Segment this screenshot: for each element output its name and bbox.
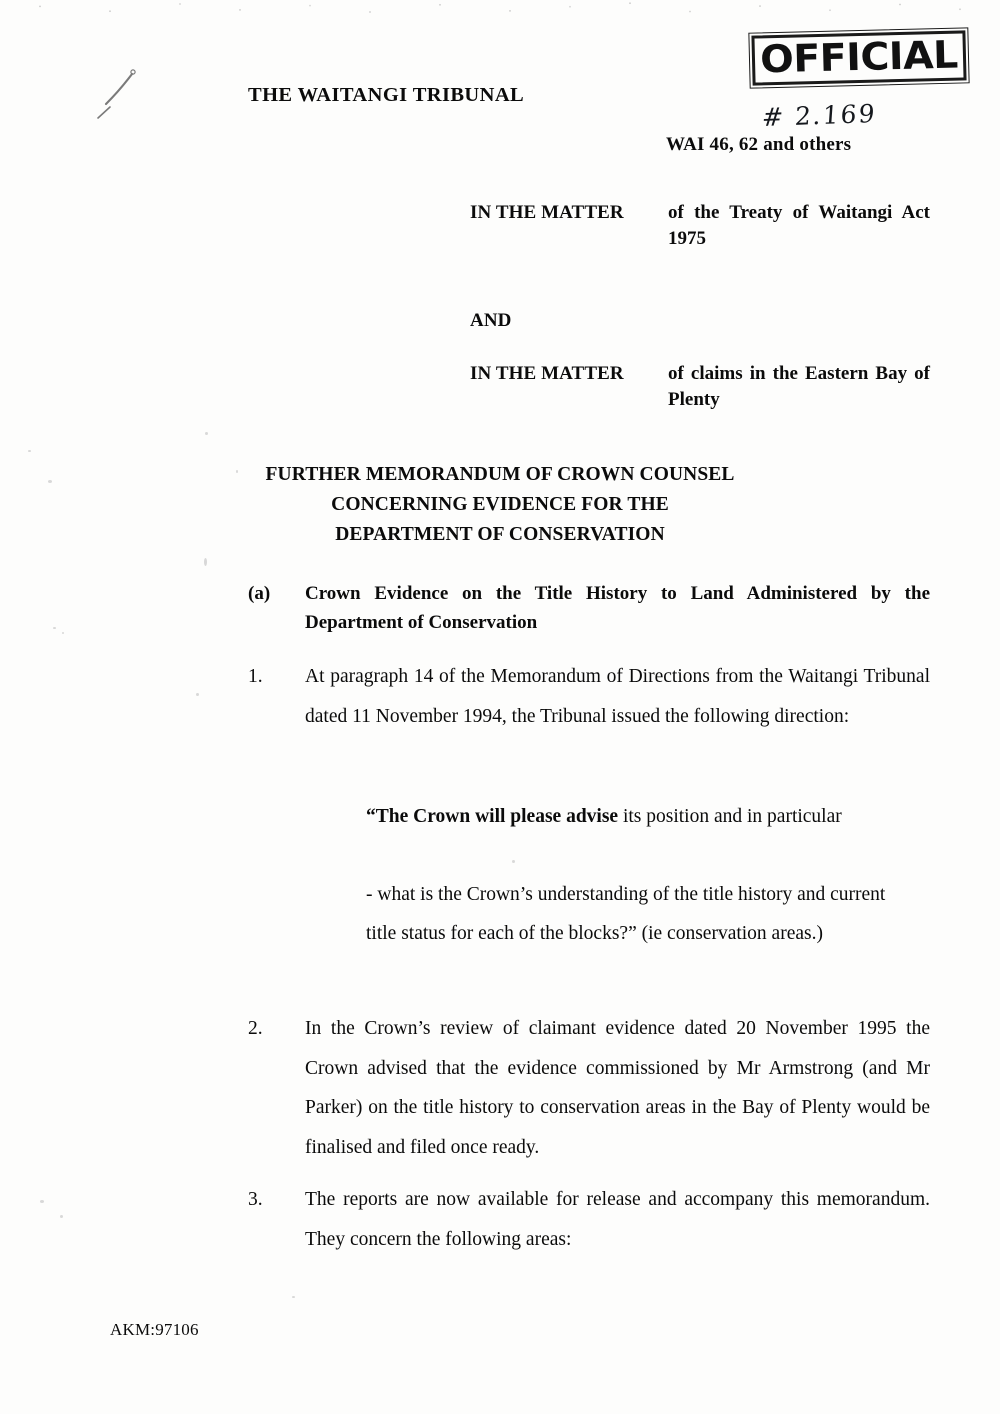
- scan-noise-top-edge: [0, 0, 1000, 16]
- matter-body: of the Treaty of Waitangi Act 1975: [668, 202, 930, 250]
- document-title-line-1: FURTHER MEMORANDUM OF CROWN COUNSEL: [265, 464, 735, 485]
- quote-lead-bold: “The Crown will please advise: [366, 806, 619, 827]
- paragraph-number: 1.: [248, 666, 263, 687]
- quote-body: - what is the Crown’s understanding of the title history and current title status for each of the blocks?” (ie conservation areas.): [366, 883, 886, 945]
- numbered-paragraph: [248, 1009, 930, 1167]
- scan-speck: [60, 1215, 63, 1218]
- official-stamp-box: [751, 30, 966, 85]
- matter-body: of claims in the Eastern Bay of Plenty: [668, 362, 930, 410]
- handwritten-document-number: # 2.169: [761, 98, 878, 133]
- scan-speck: [28, 450, 31, 452]
- matter-label: IN THE MATTER: [470, 202, 624, 223]
- case-reference: WAI 46, 62 and others: [666, 134, 852, 155]
- matter-conjunction-label: AND: [470, 310, 512, 332]
- numbered-paragraph: [248, 1180, 930, 1259]
- handwritten-pen-mark-icon: [88, 60, 158, 122]
- scan-speck: [196, 693, 199, 696]
- document-title-line-2: CONCERNING EVIDENCE FOR THE: [331, 494, 669, 516]
- matter-clause-row: [470, 200, 930, 252]
- quoted-direction-block: [366, 797, 886, 954]
- numbered-paragraph: [248, 657, 930, 736]
- document-title-line-3: DEPARTMENT OF CONSERVATION: [335, 524, 665, 546]
- paragraph-text: At paragraph 14 of the Memorandum of Directions from the Waitangi Tribunal dated 11 November 1994, the Tribunal issued the following direction:: [305, 666, 930, 727]
- official-stamp-label: OFFICIAL: [759, 32, 959, 82]
- scan-speck: [292, 1296, 295, 1298]
- scan-speck: [53, 627, 56, 629]
- official-stamp: [751, 30, 966, 85]
- scan-speck: [40, 1200, 44, 1203]
- footer-reference: AKM:97106: [110, 1320, 199, 1339]
- section-a-text: Crown Evidence on the Title History to Land Administered by the Department of Conservation: [305, 583, 930, 633]
- paragraph-number: 2.: [248, 1018, 263, 1039]
- quote-lead-rest: its position and in particular: [618, 806, 842, 827]
- scan-speck: [48, 480, 52, 483]
- matter-clause-row: [470, 308, 930, 334]
- matter-clause-row: [470, 361, 930, 413]
- matter-label: IN THE MATTER: [470, 362, 624, 384]
- tribunal-heading: THE WAITANGI TRIBUNAL: [248, 84, 525, 106]
- matter-clauses: [470, 200, 930, 413]
- section-a-heading: [248, 580, 930, 637]
- paragraph-number: 3.: [248, 1189, 263, 1210]
- paragraph-text: The reports are now available for release and accompany this memorandum. They concern the following areas:: [305, 1189, 930, 1250]
- scan-speck: [205, 432, 208, 435]
- scan-speck: [62, 632, 64, 634]
- scan-speck: [204, 558, 207, 566]
- section-a-marker: (a): [248, 583, 271, 604]
- quote-lead-line: [366, 797, 886, 837]
- paragraph-text: In the Crown’s review of claimant evidence dated 20 November 1995 the Crown advised that the evidence commissioned by Mr Armstrong (and Mr Parker) on the title history to conservation areas in the Bay of Plenty would be finalised and filed once ready.: [305, 1018, 930, 1158]
- document-title: [150, 460, 850, 551]
